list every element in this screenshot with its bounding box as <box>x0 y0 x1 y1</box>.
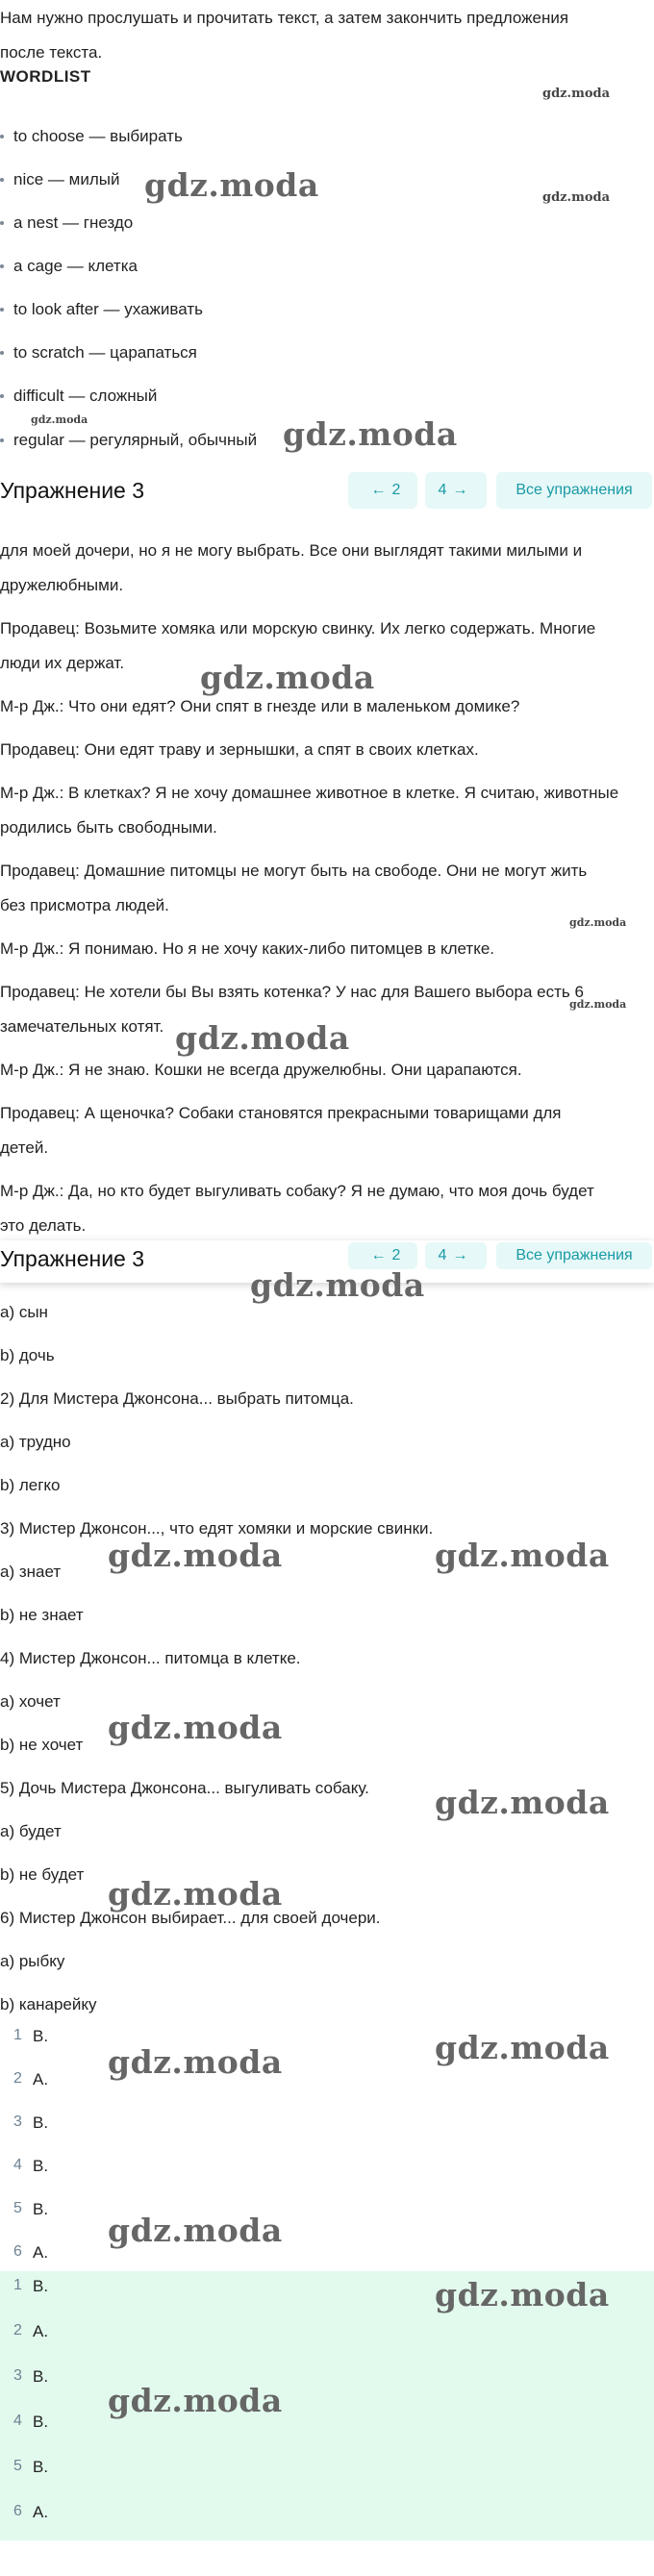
dialogue-line: это делать. <box>0 1216 87 1235</box>
answer-number: 6 <box>13 2243 22 2260</box>
answer-number: 2 <box>13 2322 22 2338</box>
exercise-title: Упражнение 3 <box>0 478 145 503</box>
answer-value: B. <box>33 2413 49 2431</box>
watermark: gdz.moda <box>108 1537 283 1574</box>
all-exercises-button[interactable]: Все упражнения <box>496 1242 652 1269</box>
answer-number: 1 <box>13 2277 22 2293</box>
wordlist-item: nice — милый <box>13 170 120 188</box>
answer-number: 2 <box>13 2070 22 2087</box>
watermark: gdz.moda <box>569 998 627 1011</box>
wordlist-item: to choose — выбирать <box>13 127 183 145</box>
dialogue-line: М-р Дж.: В клетках? Я не хочу домашнее животное в клетке. Я считаю, животные <box>0 784 619 802</box>
dialogue-line: дружелюбными. <box>0 576 124 594</box>
answer-value: B. <box>33 2277 49 2295</box>
wordlist-item: regular — регулярный, обычный <box>13 431 258 449</box>
answer-value: B. <box>33 2027 49 2045</box>
answer-number: 4 <box>13 2413 22 2429</box>
question-line: b) легко <box>0 1476 61 1494</box>
question-line: 6) Мистер Джонсон выбирает... для своей дочери. <box>0 1909 381 1927</box>
watermark: gdz.moda <box>283 415 458 453</box>
answer-value: A. <box>33 2243 49 2262</box>
watermark: gdz.moda <box>108 1875 283 1913</box>
answer-number: 4 <box>13 2157 22 2173</box>
next-exercise-label: 4 <box>438 1247 447 1263</box>
watermark: gdz.moda <box>200 659 375 696</box>
watermark: gdz.moda <box>250 1266 425 1304</box>
dialogue-line: родились быть свободными. <box>0 818 217 837</box>
question-line: a) сын <box>0 1303 48 1321</box>
answer-value: A. <box>33 2322 49 2340</box>
answer-number: 5 <box>13 2458 22 2474</box>
watermark: gdz.moda <box>108 2212 283 2249</box>
wordlist-item: difficult — сложный <box>13 387 158 405</box>
arrow-right-icon: → <box>452 482 468 498</box>
question-line: a) рыбку <box>0 1952 65 1970</box>
prev-exercise-label: 2 <box>391 482 401 498</box>
question-line: 4) Мистер Джонсон... питомца в клетке. <box>0 1649 301 1667</box>
arrow-left-icon: ← <box>370 1247 387 1263</box>
watermark: gdz.moda <box>31 413 88 426</box>
wordlist-item: a nest — гнездо <box>13 213 134 232</box>
question-line: b) не хочет <box>0 1736 84 1754</box>
dialogue-line: детей. <box>0 1138 49 1157</box>
intro-line-2: после текста. <box>0 43 103 62</box>
prev-exercise-label: 2 <box>391 1247 401 1263</box>
watermark: gdz.moda <box>435 1784 610 1821</box>
prev-exercise-button[interactable] <box>348 1242 417 1269</box>
dialogue-line: М-р Дж.: Да, но кто будет выгуливать собаку? Я не думаю, что моя дочь будет <box>0 1182 594 1200</box>
exercise-header <box>0 470 654 513</box>
answer-value: B. <box>33 2200 49 2218</box>
dialogue-line: Продавец: Они едят траву и зернышки, а спят в своих клетках. <box>0 740 479 759</box>
next-exercise-button[interactable] <box>425 1242 487 1269</box>
dialogue-line: для моей дочери, но я не могу выбрать. Все они выглядят такими милыми и <box>0 541 583 560</box>
dialogue-line: Продавец: Не хотели бы Вы взять котенка? У нас для Вашего выбора есть 6 <box>0 983 584 1001</box>
dialogue-line: люди их держат. <box>0 654 125 672</box>
dialogue-line: М-р Дж.: Что они едят? Они спят в гнезде или в маленьком домике? <box>0 697 520 715</box>
wordlist-item: to scratch — царапаться <box>13 343 197 362</box>
dialogue-line: Продавец: Возьмите хомяка или морскую свинку. Их легко содержать. Многие <box>0 619 596 638</box>
question-line: 3) Мистер Джонсон..., что едят хомяки и морские свинки. <box>0 1519 434 1538</box>
answer-number: 6 <box>13 2503 22 2519</box>
exercise-title: Упражнение 3 <box>0 1246 145 1271</box>
wordlist-title: WORDLIST <box>0 67 91 86</box>
arrow-left-icon: ← <box>370 482 387 498</box>
dialogue-line: М-р Дж.: Я понимаю. Но я не хочу каких-либо питомцев в клетке. <box>0 939 495 958</box>
answer-number: 3 <box>13 2113 22 2130</box>
watermark: gdz.moda <box>435 2029 610 2066</box>
watermark: gdz.moda <box>435 1537 610 1574</box>
next-exercise-button[interactable] <box>425 472 487 509</box>
watermark: gdz.moda <box>542 87 611 101</box>
question-line: a) хочет <box>0 1692 61 1711</box>
watermark: gdz.moda <box>144 166 319 204</box>
answer-value: B. <box>33 2367 49 2386</box>
answer-value: A. <box>33 2070 49 2088</box>
arrow-right-icon: → <box>452 1247 468 1263</box>
dialogue-line: М-р Дж.: Я не знаю. Кошки не всегда дружелюбны. Они царапаются. <box>0 1061 522 1079</box>
watermark: gdz.moda <box>108 2382 283 2419</box>
answer-value: B. <box>33 2157 49 2175</box>
wordlist-item: to look after — ухаживать <box>13 300 203 318</box>
watermark: gdz.moda <box>435 2276 610 2313</box>
watermark: gdz.moda <box>108 1709 283 1746</box>
question-line: b) дочь <box>0 1346 55 1364</box>
question-line: b) канарейку <box>0 1995 97 2013</box>
answer-value: B. <box>33 2458 49 2476</box>
question-line: 2) Для Мистера Джонсона... выбрать питомца. <box>0 1389 354 1408</box>
question-line: a) будет <box>0 1822 62 1840</box>
answer-number: 5 <box>13 2200 22 2216</box>
question-line: a) знает <box>0 1563 62 1581</box>
answer-value: A. <box>33 2503 49 2521</box>
prev-exercise-button[interactable] <box>348 472 417 509</box>
answer-number: 3 <box>13 2367 22 2384</box>
question-line: b) не знает <box>0 1606 84 1624</box>
dialogue-line: Продавец: А щеночка? Собаки становятся прекрасными товарищами для <box>0 1104 562 1122</box>
all-exercises-button[interactable]: Все упражнения <box>496 472 652 509</box>
watermark: gdz.moda <box>569 916 627 929</box>
dialogue-line: без присмотра людей. <box>0 896 169 914</box>
intro-line-1: Нам нужно прослушать и прочитать текст, а затем закончить предложения <box>0 9 569 27</box>
answer-value: B. <box>33 2113 49 2132</box>
question-line: 5) Дочь Мистера Джонсона... выгуливать собаку. <box>0 1779 369 1797</box>
next-exercise-label: 4 <box>438 482 447 498</box>
watermark: gdz.moda <box>175 1019 350 1057</box>
watermark: gdz.moda <box>542 190 611 205</box>
dialogue-line: замечательных котят. <box>0 1017 164 1036</box>
answer-number: 1 <box>13 2027 22 2043</box>
dialogue-line: Продавец: Домашние питомцы не могут быть на свободе. Они не могут жить <box>0 862 588 880</box>
question-line: b) не будет <box>0 1865 85 1884</box>
wordlist-item: a cage — клетка <box>13 257 138 275</box>
watermark: gdz.moda <box>108 2043 283 2081</box>
question-line: a) трудно <box>0 1433 71 1451</box>
